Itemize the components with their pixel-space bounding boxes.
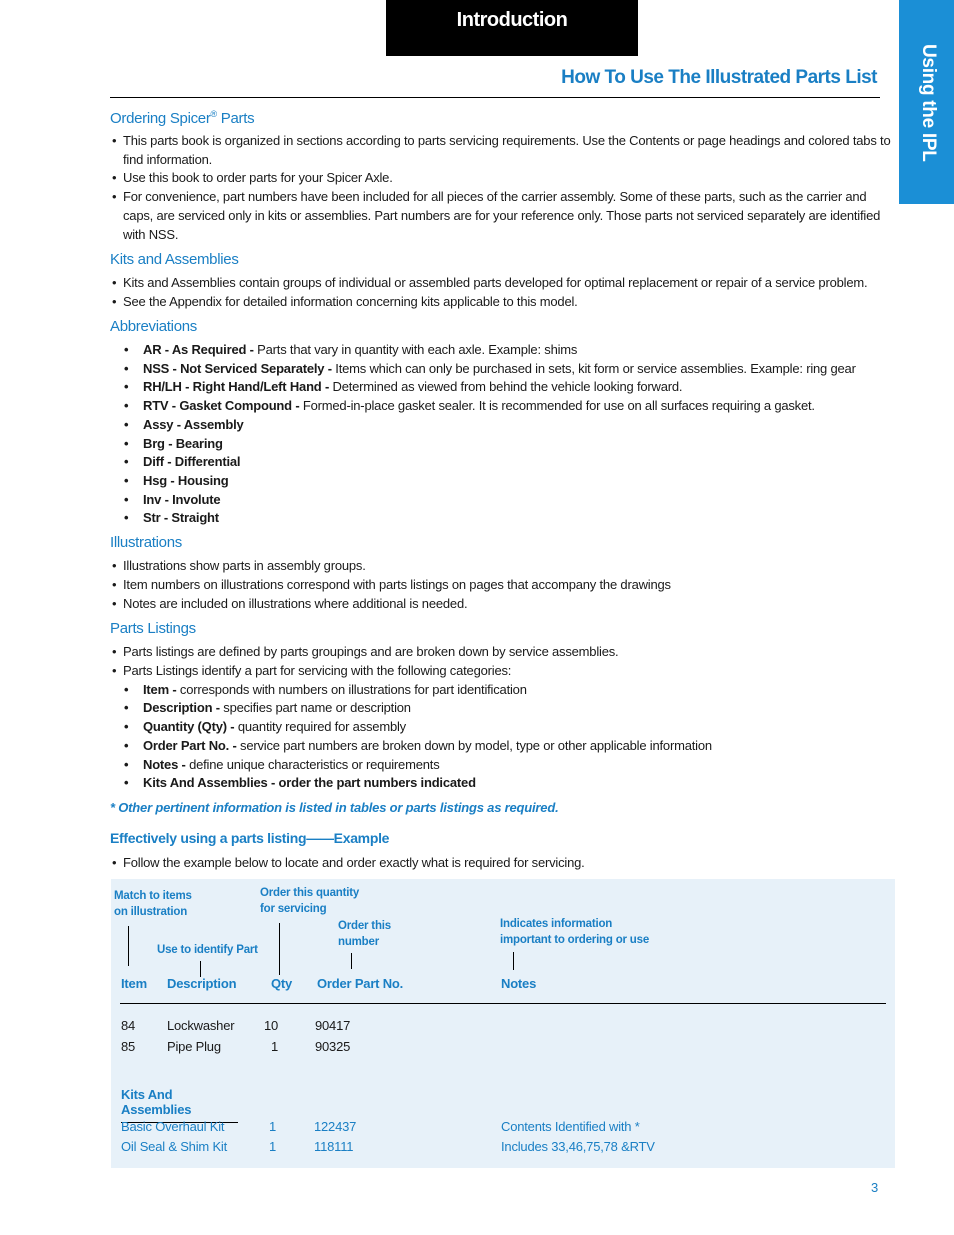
- pointer-line-notes: [513, 952, 514, 970]
- annotation-identify: Use to identify Part: [157, 944, 258, 956]
- abbrev-item: • RTV - Gasket Compound - Formed-in-place gasket sealer. It is recommended for use on all surfaces requiring a gasket.: [124, 398, 815, 413]
- listings-bullet: • Parts Listings identify a part for servicing with the following categories:: [112, 663, 512, 678]
- abbrev-heading: Abbreviations: [110, 318, 197, 335]
- row-2-description: Pipe Plug: [167, 1039, 221, 1054]
- listing-category: • Description - specifies part name or description: [124, 700, 411, 715]
- pointer-line-item: [128, 926, 129, 966]
- row-2-item: 85: [121, 1039, 136, 1054]
- illustrations-bullet: • Notes are included on illustrations where additional is needed.: [112, 596, 468, 611]
- listing-category: • Notes - define unique characteristics or requirements: [124, 757, 440, 772]
- page-title: How To Use The Illustrated Parts List: [561, 67, 877, 88]
- kit-2-description: Oil Seal & Shim Kit: [121, 1139, 228, 1154]
- ordering-bullet-2: • Use this book to order parts for your Spicer Axle.: [112, 170, 393, 185]
- ordering-heading: Ordering Spicer® Parts: [110, 109, 255, 127]
- listings-heading: Parts Listings: [110, 620, 196, 637]
- row-2-qty: 1: [271, 1039, 279, 1054]
- table-header-divider: [120, 1003, 886, 1004]
- abbrev-item: • Diff - Differential: [124, 454, 241, 469]
- example-bullet: • Follow the example below to locate and order exactly what is required for servicing.: [112, 855, 585, 870]
- column-item: Item: [121, 976, 147, 991]
- kit-1-part: 122437: [314, 1119, 357, 1134]
- section-header: [386, 0, 638, 56]
- annotation-match: Match to items on illustration: [114, 890, 192, 918]
- column-qty: Qty: [271, 976, 293, 991]
- ordering-bullet-3: • For convenience, part numbers have been included for all pieces of the carrier assembly. Some of these parts, such as the carrier and caps, are serviced only in kits or assemblies. Part numbers are for your reference only. Those parts not serviced separately are identified with NSS.: [112, 189, 881, 242]
- column-notes: Notes: [501, 976, 537, 991]
- kit-2-notes: Includes 33,46,75,78 &RTV: [501, 1139, 655, 1154]
- abbrev-item: • Inv - Involute: [124, 492, 221, 507]
- listing-category: • Order Part No. - service part numbers are broken down by model, type or other applicable information: [124, 738, 712, 753]
- kit-1-qty: 1: [269, 1119, 277, 1134]
- abbrev-item: • NSS - Not Serviced Separately - Items which can only be purchased in sets, kit form or service assemblies. Example: ring gear: [124, 361, 856, 376]
- kit-1-description: Basic Overhaul Kit: [121, 1119, 225, 1134]
- illustrations-heading: Illustrations: [110, 534, 182, 551]
- example-heading: Effectively using a parts listing——Example: [110, 830, 390, 846]
- side-tab-label: Using the IPL: [918, 44, 939, 162]
- pointer-line-description: [200, 961, 201, 977]
- title-divider: [110, 97, 880, 98]
- kits-assemblies-heading: Kits And Assemblies: [121, 1087, 238, 1123]
- section-title: Introduction: [456, 9, 568, 31]
- listing-category: • Item - corresponds with numbers on illustrations for part identification: [124, 682, 527, 697]
- kit-1-notes: Contents Identified with *: [501, 1119, 640, 1134]
- column-part: Order Part No.: [317, 976, 404, 991]
- listing-category: • Kits And Assemblies - order the part numbers indicated: [124, 775, 476, 790]
- row-1-description: Lockwasher: [167, 1018, 235, 1033]
- pointer-line-part: [351, 953, 352, 969]
- illustrations-bullet: • Illustrations show parts in assembly groups.: [112, 558, 366, 573]
- ordering-bullet-1: • This parts book is organized in sections according to parts servicing requirements. Use the Contents or page headings and colored tabs to find information.: [112, 133, 891, 167]
- abbrev-item: • Hsg - Housing: [124, 473, 229, 488]
- illustrations-bullet: • Item numbers on illustrations correspond with parts listings on pages that accompany the drawings: [112, 577, 671, 592]
- annotation-qty: Order this quantity for servicing: [260, 887, 360, 915]
- listings-bullet: • Parts listings are defined by parts groupings and are broken down by service assemblies.: [112, 644, 619, 659]
- abbrev-item: • Str - Straight: [124, 510, 219, 525]
- annotation-info: Indicates information important to ordering or use: [500, 918, 650, 946]
- abbrev-item: • Brg - Bearing: [124, 436, 223, 451]
- listing-category: • Quantity (Qty) - quantity required for assembly: [124, 719, 406, 734]
- column-description: Description: [167, 976, 237, 991]
- kits-bullet-2: • See the Appendix for detailed information concerning kits applicable to this model.: [112, 294, 578, 309]
- side-tab[interactable]: [899, 0, 954, 204]
- kit-2-qty: 1: [269, 1139, 277, 1154]
- abbrev-item: • Assy - Assembly: [124, 417, 244, 432]
- row-1-item: 84: [121, 1018, 136, 1033]
- annotation-number: Order this number: [338, 920, 391, 948]
- pointer-line-qty: [279, 923, 280, 975]
- row-1-qty: 10: [264, 1018, 279, 1033]
- row-1-part: 90417: [315, 1018, 351, 1033]
- kits-heading: Kits and Assemblies: [110, 251, 239, 268]
- pertinent-note: * Other pertinent information is listed in tables or parts listings as required.: [110, 800, 559, 815]
- abbrev-item: • RH/LH - Right Hand/Left Hand - Determined as viewed from behind the vehicle looking forward.: [124, 379, 683, 394]
- kit-2-part: 118111: [314, 1139, 354, 1154]
- abbrev-item: • AR - As Required - Parts that vary in quantity with each axle. Example: shims: [124, 342, 578, 357]
- page-number: 3: [871, 1180, 879, 1195]
- kits-bullet-1: • Kits and Assemblies contain groups of individual or assembled parts developed for optimal replacement or repair of a service problem.: [112, 275, 868, 290]
- row-2-part: 90325: [315, 1039, 351, 1054]
